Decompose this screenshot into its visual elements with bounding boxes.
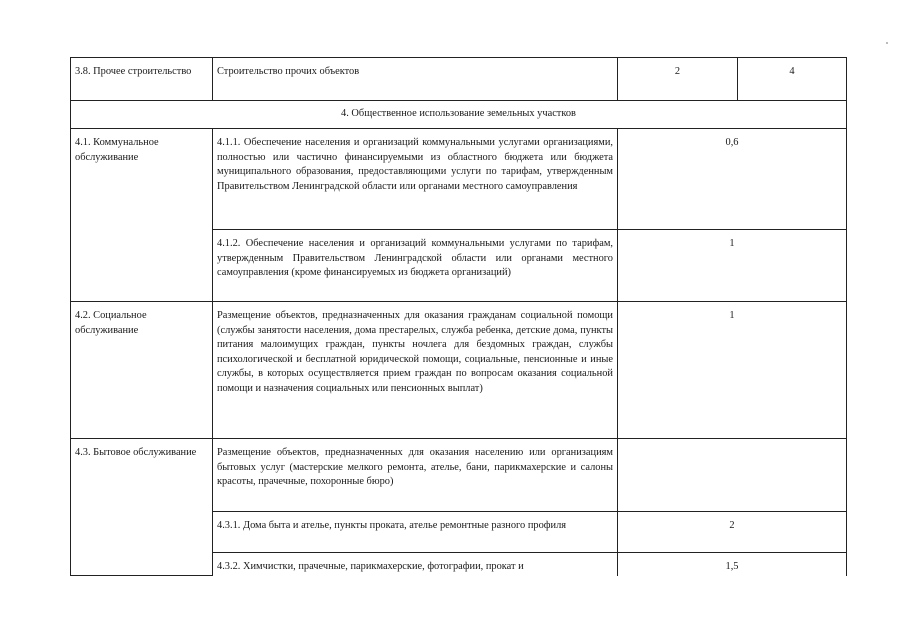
value-cell: 1 xyxy=(618,230,847,302)
value-cell: 2 xyxy=(618,58,738,101)
description-cell: 4.3.2. Химчистки, прачечные, парикмахерские, фотографии, прокат и xyxy=(213,553,618,576)
description-cell: Размещение объектов, предназначенных для оказания гражданам социальной помощи (службы занятости населения, дома престарелых, служба ребенка, детские дома, пункты питания малоимущих граждан, пункты ночлега для бездомных граждан, службы психологической и бесплатной юридической помощи, социальные, пенсионные и иные службы, в которых осуществляется прием граждан по вопросам оказания социальной помощи и назначения социальных или пенсионных выплат) xyxy=(213,302,618,439)
section-title: 4. Общественное использование земельных участков xyxy=(71,101,847,129)
category-name-cell: 3.8. Прочее строительство xyxy=(71,58,213,101)
table-row xyxy=(71,439,847,512)
value-cell: 0,6 xyxy=(618,129,847,230)
value-cell: 1,5 xyxy=(618,553,847,576)
description-cell: Размещение объектов, предназначенных для оказания населению или организациям бытовых услуг (мастерские мелкого ремонта, ателье, бани, парикмахерские и салоны красоты, прачечные, похоронные бюро) xyxy=(213,439,618,512)
description-cell: 4.3.1. Дома быта и ателье, пункты проката, ателье ремонтные разного профиля xyxy=(213,512,618,553)
category-name-cell: 4.3. Бытовое обслуживание xyxy=(71,439,213,576)
value-cell xyxy=(618,439,847,512)
table-row xyxy=(71,58,847,101)
value-cell: 2 xyxy=(618,512,847,553)
description-cell: 4.1.2. Обеспечение населения и организаций коммунальными услугами по тарифам, утвержденным Правительством Ленинградской области или органами местного самоуправления (кроме финансируемых из бюджета организаций) xyxy=(213,230,618,302)
category-name-cell: 4.2. Социальное обслуживание xyxy=(71,302,213,439)
value-cell: 4 xyxy=(738,58,847,101)
category-name-cell: 4.1. Коммунальное обслуживание xyxy=(71,129,213,302)
section-header-row xyxy=(71,101,847,129)
table-row xyxy=(71,129,847,230)
value-cell: 1 xyxy=(618,302,847,439)
description-cell: Строительство прочих объектов xyxy=(213,58,618,101)
table-row xyxy=(71,302,847,439)
scan-speck xyxy=(886,42,888,44)
description-cell: 4.1.1. Обеспечение населения и организаций коммунальными услугами организациями, полностью или частично финансируемыми из областного бюджета или бюджета муниципального образования, предоставляющими услуги по тарифам, утвержденным Правительством Ленинградской области или органами местного самоуправления xyxy=(213,129,618,230)
land-use-table xyxy=(70,57,847,576)
